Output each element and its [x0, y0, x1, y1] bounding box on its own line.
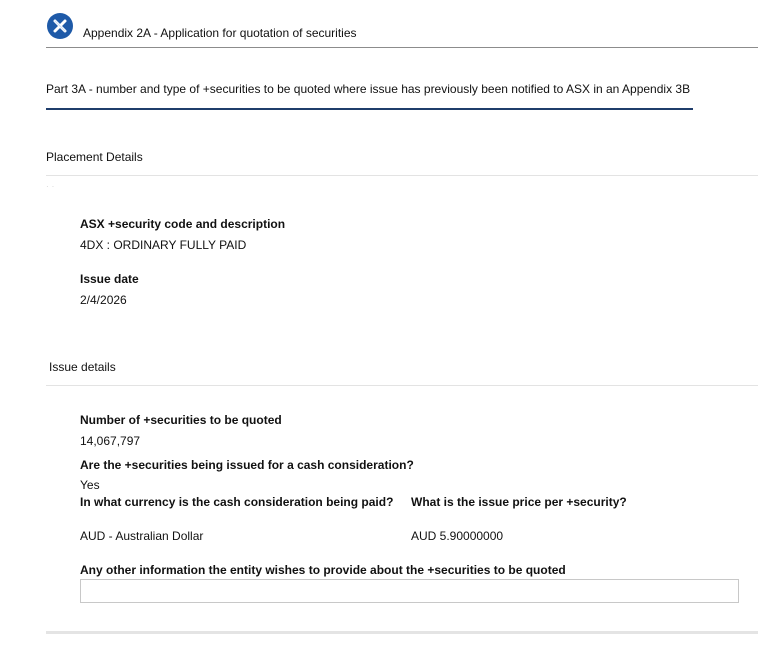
issue-price-value: AUD 5.90000000	[411, 529, 504, 543]
cash-consideration-value: Yes	[80, 478, 100, 492]
issue-details-divider	[46, 385, 758, 386]
other-information-label: Any other information the entity wishes to provide about the +securities to be quoted	[80, 563, 566, 577]
currency-label: In what currency is the cash consideration being paid?	[80, 495, 394, 509]
issue-date-value: 2/4/2026	[80, 293, 127, 307]
placement-details-divider	[46, 175, 758, 176]
part-divider	[46, 108, 693, 110]
number-of-securities-label: Number of +securities to be quoted	[80, 413, 282, 427]
issue-date-label: Issue date	[80, 272, 139, 286]
security-code-label: ASX +security code and description	[80, 217, 286, 231]
currency-value: AUD - Australian Dollar	[80, 529, 204, 543]
decorative-dots: ··	[46, 182, 58, 191]
security-code-value: 4DX : ORDINARY FULLY PAID	[80, 238, 247, 252]
other-information-field[interactable]	[80, 579, 739, 603]
page-title: Appendix 2A - Application for quotation of securities	[83, 26, 357, 40]
part-title: Part 3A - number and type of +securities to be quoted where issue has previously been notified to ASX in an Appendix 3B	[46, 82, 691, 96]
asx-logo-icon	[47, 13, 73, 39]
header-divider	[46, 47, 758, 48]
cash-consideration-label: Are the +securities being issued for a cash consideration?	[80, 458, 414, 472]
placement-details-heading: Placement Details	[46, 150, 143, 164]
bottom-divider	[46, 631, 758, 634]
number-of-securities-value: 14,067,797	[80, 434, 141, 448]
issue-price-label: What is the issue price per +security?	[411, 495, 627, 509]
issue-details-heading: Issue details	[49, 360, 116, 374]
